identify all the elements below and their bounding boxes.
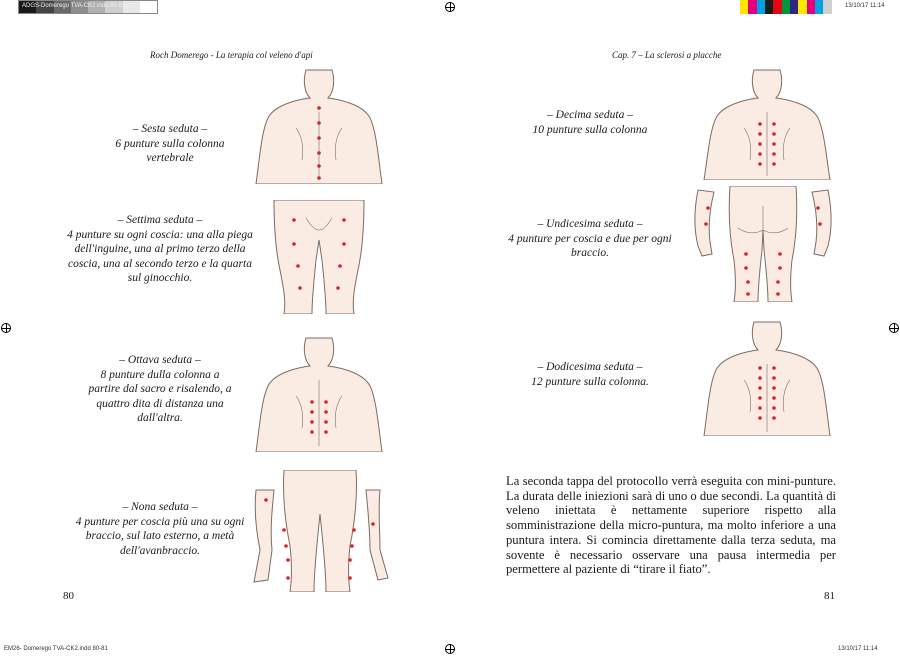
figure-legs-back-arms-points — [690, 186, 836, 302]
running-header-left: Roch Domerego - La terapia col veleno d'api — [150, 50, 313, 60]
injection-point — [348, 558, 352, 562]
color-swatch — [773, 0, 781, 14]
injection-point — [342, 242, 346, 246]
caption-decima-seduta — [490, 108, 690, 137]
page-number-left: 80 — [63, 590, 74, 602]
injection-point — [772, 162, 776, 166]
caption-text: 4 punture per coscia e due per ogni braccio. — [508, 232, 672, 260]
injection-point — [758, 152, 762, 156]
injection-point — [292, 242, 296, 246]
injection-point — [758, 376, 762, 380]
injection-point — [336, 286, 340, 290]
color-swatch — [807, 0, 815, 14]
injection-point — [324, 400, 328, 404]
injection-point — [746, 292, 750, 296]
injection-point — [772, 406, 776, 410]
injection-point — [772, 396, 776, 400]
injection-point — [296, 264, 300, 268]
caption-title: – Dodicesima seduta – — [537, 361, 643, 373]
injection-point — [342, 218, 346, 222]
injection-point — [772, 416, 776, 420]
caption-text: 4 punture per coscia più una su ogni braccio, sul lato esterno, a metà dell'avanbraccio. — [75, 515, 245, 557]
color-swatch — [790, 0, 798, 14]
injection-point — [758, 132, 762, 136]
caption-title: – Settima seduta – — [117, 214, 203, 226]
registration-mark-icon — [1, 323, 11, 333]
figure-legs-front-4-points — [272, 200, 366, 314]
injection-point — [324, 430, 328, 434]
injection-point — [758, 142, 762, 146]
injection-point — [310, 430, 314, 434]
injection-point — [264, 498, 268, 502]
caption-title: – Undicesima seduta – — [537, 218, 643, 230]
injection-point — [324, 420, 328, 424]
body-paragraph: La seconda tappa del protocollo verrà eseguita con mini-punture. La durata delle iniezioni sarà di uno o due secondi. La quantità di veleno iniettata è nettamente superiore rispetto alla somministrazione della micro-puntura, ma molto inferiore a una puntura intera. Si comincia direttamente dalla terza seduta, ma sovente è necessario osservare una pausa intermedia per permettere al paziente di “tirare il fiato”. — [506, 474, 836, 577]
color-swatch — [765, 0, 773, 14]
injection-point — [772, 132, 776, 136]
injection-point — [818, 222, 822, 226]
caption-sesta-seduta — [70, 122, 270, 166]
slug-top-left: ADGS-Domerego TVA-CK2.indd 80-81 — [22, 3, 126, 9]
slug-top-right: 13/10/17 11:14 — [845, 3, 885, 9]
color-swatch — [815, 0, 823, 14]
injection-point — [371, 522, 375, 526]
color-swatch — [823, 0, 831, 14]
injection-point — [324, 410, 328, 414]
injection-point — [350, 544, 354, 548]
caption-ottava-seduta — [60, 353, 260, 426]
injection-point — [310, 400, 314, 404]
injection-point — [746, 280, 750, 284]
process-color-bar — [740, 0, 840, 14]
figure-back-12-points — [702, 320, 832, 436]
injection-point — [317, 176, 321, 180]
figure-back-8-points — [254, 336, 384, 452]
injection-point — [286, 558, 290, 562]
figure-back-6-points — [254, 68, 384, 184]
injection-point — [298, 286, 302, 290]
color-swatch — [832, 0, 840, 14]
injection-point — [772, 376, 776, 380]
injection-point — [352, 528, 356, 532]
color-swatch — [798, 0, 806, 14]
injection-point — [338, 264, 342, 268]
caption-title: – Decima seduta – — [547, 109, 633, 121]
injection-point — [758, 406, 762, 410]
injection-point — [758, 416, 762, 420]
injection-point — [744, 266, 748, 270]
slug-bottom-right: 13/10/17 11:14 — [838, 646, 878, 652]
injection-point — [317, 106, 321, 110]
injection-point — [772, 386, 776, 390]
caption-title: – Ottava seduta – — [119, 354, 201, 366]
injection-point — [758, 396, 762, 400]
injection-point — [816, 206, 820, 210]
injection-point — [704, 222, 708, 226]
injection-point — [286, 576, 290, 580]
caption-text: 8 punture dulla colonna a partire dal sacro e risalendo, a quattro dita di distanza una dall'altra. — [88, 368, 232, 425]
injection-point — [310, 420, 314, 424]
page-number-right: 81 — [824, 590, 835, 602]
caption-text: 10 punture sulla colonna — [532, 123, 648, 136]
injection-point — [292, 218, 296, 222]
slug-bottom-left: EM26- Domerego TVA-CK2.indd 80-81 — [4, 646, 108, 652]
injection-point — [772, 142, 776, 146]
injection-point — [772, 152, 776, 156]
color-swatch — [748, 0, 756, 14]
injection-point — [776, 292, 780, 296]
color-swatch — [740, 0, 748, 14]
registration-mark-icon — [445, 644, 455, 654]
figure-back-10-points — [702, 68, 832, 180]
caption-undicesima-seduta — [490, 217, 690, 261]
figure-legs-front-arms-points — [250, 470, 390, 592]
caption-text: 4 punture su ogni coscia: una alla piega dell'inguine, una al primo terzo della coscia, una al secondo terzo e la quarta sul ginocchio. — [67, 228, 253, 285]
injection-point — [758, 122, 762, 126]
injection-point — [772, 122, 776, 126]
color-swatch — [782, 0, 790, 14]
caption-text: 12 punture sulla colonna. — [531, 375, 649, 388]
injection-point — [282, 528, 286, 532]
injection-point — [778, 252, 782, 256]
injection-point — [778, 266, 782, 270]
caption-nona-seduta — [60, 500, 260, 558]
caption-dodicesima-seduta — [490, 360, 690, 389]
caption-settima-seduta — [60, 213, 260, 286]
injection-point — [348, 576, 352, 580]
injection-point — [758, 386, 762, 390]
injection-point — [758, 366, 762, 370]
injection-point — [744, 252, 748, 256]
injection-point — [317, 136, 321, 140]
caption-title: – Nona seduta – — [122, 501, 198, 513]
injection-point — [758, 162, 762, 166]
color-swatch — [140, 1, 157, 13]
injection-point — [317, 164, 321, 168]
injection-point — [776, 280, 780, 284]
injection-point — [317, 121, 321, 125]
caption-text: 6 punture sulla colonna vertebrale — [115, 137, 225, 165]
injection-point — [706, 206, 710, 210]
registration-mark-icon — [445, 2, 455, 12]
injection-point — [317, 151, 321, 155]
color-swatch — [757, 0, 765, 14]
injection-point — [310, 410, 314, 414]
running-header-right: Cap. 7 – La sclerosi a placche — [612, 50, 722, 60]
caption-title: – Sesta seduta – — [132, 123, 208, 135]
injection-point — [772, 366, 776, 370]
registration-mark-icon — [889, 323, 899, 333]
injection-point — [284, 544, 288, 548]
